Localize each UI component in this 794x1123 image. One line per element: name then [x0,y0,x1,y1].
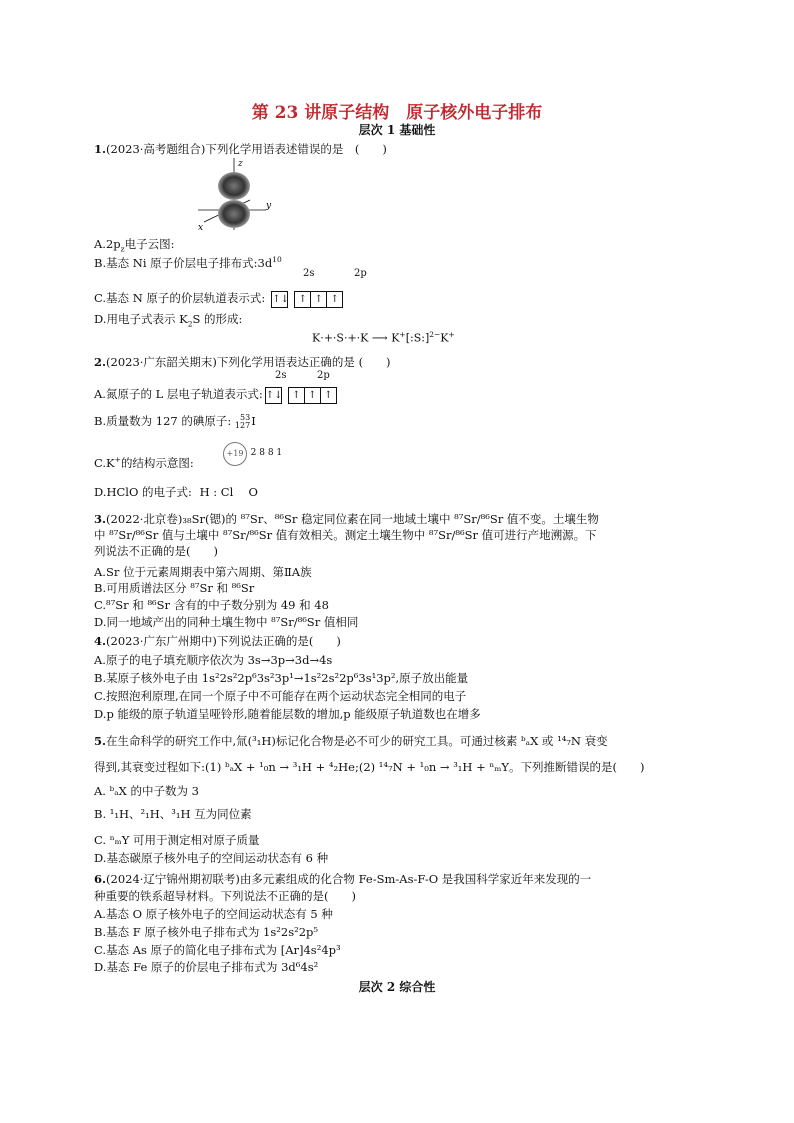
q5-option-b: B. ¹₁H、²₁H、³₁H 互为同位素 [94,807,252,821]
q3-option-a: A.Sr 位于元素周期表中第六周期、第ⅡA族 [94,565,312,579]
hclo-electron-formula: H : Cl O [199,485,258,499]
q2-a-2s-label: 2s [275,370,287,381]
axis-y-label: y [266,201,272,211]
q1-c-2s-label: 2s [303,268,315,279]
q1-c-2p-boxes: ↑ ↑ ↑ [294,290,343,308]
q6-option-d: D.基态 Fe 原子的价层电子排布式为 3d⁶4s² [94,960,319,974]
q4-option-d: D.p 能级的原子轨道呈哑铃形,随着能层数的增加,p 能级原子轨道数也在增多 [94,707,481,721]
q6-option-a: A.基态 O 原子核外电子的空间运动状态有 5 种 [94,907,333,921]
axis-x-label: x [198,223,204,233]
axis-z-label: z [238,159,243,169]
q5-line-2: 得到,其衰变过程如下:(1) ᵇₐX + ¹₀n → ³₁H + ⁴₂He;(2) ¹⁴₇N + ¹₀n → ³₁H + ⁿₘY。下列推断错误的是( ) [94,760,645,774]
q3-line-2: 中 ⁸⁷Sr/⁸⁶Sr 值与土壤中 ⁸⁷Sr/⁸⁶Sr 值有效相关。测定土壤生物中 ⁸⁷Sr/⁸⁶Sr 值可进行产地溯源。下 [94,528,597,542]
level-2-heading: 层次 2 综合性 [358,980,436,994]
q4-stem: 4.(2023·广东广州期中)下列说法正确的是( ) [94,634,341,648]
k2s-formation-equation: K·+·S·+·K ⟶ K+[:S:]$^{2-}$K+ [312,330,455,345]
q6-line-1: 6.(2024·辽宁锦州期初联考)由多元素组成的化合物 Fe-Sm-As-F-O 是我国科学家近年来发现的一 [94,872,592,886]
q2-option-d: D.HClO 的电子式: H : Cl O [94,485,258,499]
lower-lobe [218,200,250,228]
q4-option-a: A.原子的电子填充顺序依次为 3s→3p→3d→4s [94,653,333,667]
q4-option-c: C.按照泡利原理,在同一个原子中不可能存在两个运动状态完全相同的电子 [94,689,467,703]
q5-option-a: A. ᵇₐX 的中子数为 3 [94,784,199,798]
q3-line-1: 3.(2022·北京卷)₃₈Sr(锶)的 ⁸⁷Sr、⁸⁶Sr 稳定同位素在同一地域土壤中 ⁸⁷Sr/⁸⁶Sr 值不变。土壤生物 [94,512,599,526]
q3-option-d: D.同一地域产出的同种土壤生物中 ⁸⁷Sr/⁸⁶Sr 值相同 [94,615,359,629]
q6-option-b: B.基态 F 原子核外电子排布式为 1s²2s²2p⁵ [94,925,318,939]
q1-option-c: C.基态 N 原子的价层轨道表示式: ↑↓ ↑ ↑ ↑ [94,290,704,308]
q1-stem: 1.(2023·高考题组合)下列化学用语表述错误的是 ( ) [94,142,387,156]
q3-line-3: 列说法不正确的是( ) [94,544,218,558]
q3-option-c: C.⁸⁷Sr 和 ⁸⁶Sr 含有的中子数分别为 49 和 48 [94,598,329,612]
k-ion-nucleus: +19 [223,442,247,466]
q2-a-2s-box: ↑↓ [265,386,282,404]
q6-line-2: 种重要的铁系超导材料。下列说法不正确的是( ) [94,889,356,903]
q1-c-2p-label: 2p [354,268,367,279]
q2-stem: 2.(2023·广东韶关期末)下列化学用语表达正确的是 ( ) [94,355,391,369]
q1-option-a: $A.2p_z$电子云图: [94,237,175,254]
iodine-nuclide-numbers: 53 127 [234,413,251,430]
level-1-heading: 层次 1 基础性 [358,123,436,137]
q5-option-d: D.基态碳原子核外电子的空间运动状态有 6 种 [94,851,329,865]
q5-line-1: 5.在生命科学的研究工作中,氚(³₁H)标记化合物是必不可少的研究工具。可通过核素 ᵇₐX 或 ¹⁴₇N 衰变 [94,734,608,748]
q1-c-2s-box: ↑↓ [271,290,288,308]
q6-option-c: C.基态 As 原子的简化电子排布式为 [Ar]4s²4p³ [94,943,341,957]
q2-a-2p-boxes: ↑ ↑ ↑ [288,386,337,404]
p-orbital-cloud-figure [194,156,284,234]
q2-option-c: C.K+的结构示意图: [94,455,194,470]
q5-option-c: C. ⁿₘY 可用于测定相对原子质量 [94,833,260,847]
upper-lobe [218,172,250,200]
page-title: 第 23 讲原子结构 原子核外电子排布 [251,103,543,123]
q1-option-d: D.用电子式表示 $K_2S$ 的形成: [94,312,243,329]
q2-option-a: A.氮原子的 L 层电子轨道表示式: ↑↓ ↑ ↑ ↑ [94,386,704,404]
k-ion-shells: 2 8 8 1 [250,448,283,458]
q4-option-b: B.某原子核外电子由 1s²2s²2p⁶3s²3p¹→1s²2s²2p⁶3s¹3p²,原子放出能量 [94,671,469,685]
q2-option-b: B.质量数为 127 的碘原子: 53 127I [94,413,256,430]
q2-a-2p-label: 2p [317,370,330,381]
q3-option-b: B.可用质谱法区分 ⁸⁷Sr 和 ⁸⁶Sr [94,581,255,595]
q1-option-b: B.基态 Ni 原子价层电子排布式$:3d^{10}$ [94,255,282,270]
